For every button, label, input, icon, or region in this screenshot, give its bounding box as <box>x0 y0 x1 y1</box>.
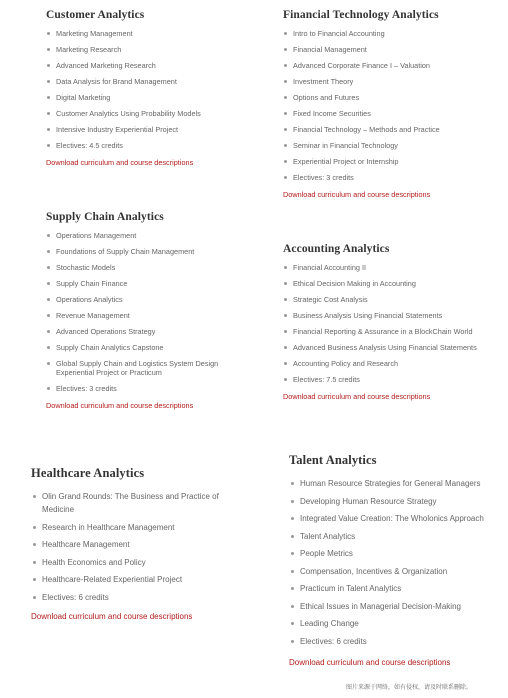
course-item: Operations Management <box>56 231 231 240</box>
course-item: Supply Chain Analytics Capstone <box>56 343 231 352</box>
section-title: Financial Technology Analytics <box>283 9 439 21</box>
course-item: People Metrics <box>300 547 499 560</box>
course-list <box>283 263 498 384</box>
course-item: Data Analysis for Brand Management <box>56 77 246 86</box>
download-curriculum-link[interactable]: Download curriculum and course descriptions <box>46 158 194 167</box>
course-item: Financial Management <box>293 45 493 54</box>
course-item: Options and Futures <box>293 93 493 102</box>
course-item: Healthcare-Related Experiential Project <box>42 573 236 586</box>
course-item: Marketing Management <box>56 29 246 38</box>
course-item: Customer Analytics Using Probability Models <box>56 109 246 118</box>
course-list <box>46 29 246 150</box>
course-item: Leading Change <box>300 617 499 630</box>
course-item: Integrated Value Creation: The Wholonics Approach <box>300 512 499 525</box>
talent-analytics-section <box>289 453 499 668</box>
course-item: Electives: 3 credits <box>293 173 493 182</box>
course-item: Ethical Issues in Managerial Decision-Making <box>300 600 499 613</box>
course-item: Operations Analytics <box>56 295 231 304</box>
course-item: Compensation, Incentives & Organization <box>300 565 499 578</box>
course-item: Strategic Cost Analysis <box>293 295 498 304</box>
download-curriculum-link[interactable]: Download curriculum and course descriptions <box>31 611 193 621</box>
course-item: Intro to Financial Accounting <box>293 29 493 38</box>
course-item: Ethical Decision Making in Accounting <box>293 279 498 288</box>
course-item: Investment Theory <box>293 77 493 86</box>
course-item: Electives: 6 credits <box>42 591 236 604</box>
course-item: Business Analysis Using Financial Statements <box>293 311 498 320</box>
course-item: Marketing Research <box>56 45 246 54</box>
watermark-text: 图片来源于网络，如有侵权，请及时联系删除。 <box>345 684 472 691</box>
course-item: Advanced Marketing Research <box>56 61 246 70</box>
course-item: Electives: 6 credits <box>300 635 499 648</box>
course-item: Olin Grand Rounds: The Business and Practice of Medicine <box>42 490 236 516</box>
course-item: Advanced Business Analysis Using Financial Statements <box>293 343 498 352</box>
course-item: Revenue Management <box>56 311 231 320</box>
course-item: Seminar in Financial Technology <box>293 141 493 150</box>
course-item: Digital Marketing <box>56 93 246 102</box>
download-curriculum-link[interactable]: Download curriculum and course descriptions <box>289 657 451 667</box>
course-item: Advanced Operations Strategy <box>56 327 231 336</box>
download-curriculum-link[interactable]: Download curriculum and course descriptions <box>46 401 194 410</box>
course-item: Developing Human Resource Strategy <box>300 495 499 508</box>
course-item: Stochastic Models <box>56 263 231 272</box>
section-title: Customer Analytics <box>46 9 145 21</box>
course-item: Advanced Corporate Finance I – Valuation <box>293 61 493 70</box>
course-list <box>289 477 499 648</box>
course-list <box>31 490 236 604</box>
course-item: Financial Reporting & Assurance in a BlockChain World <box>293 327 498 336</box>
course-item: Global Supply Chain and Logistics System Design Experiential Project or Practicum <box>56 359 231 377</box>
course-item: Electives: 4.5 credits <box>56 141 246 150</box>
fintech-analytics-section <box>283 8 493 199</box>
section-title: Supply Chain Analytics <box>46 211 164 223</box>
supply-chain-analytics-section <box>46 210 231 410</box>
section-title: Healthcare Analytics <box>31 466 145 480</box>
customer-analytics-section <box>46 8 246 167</box>
course-item: Practicum in Talent Analytics <box>300 582 499 595</box>
course-item: Intensive Industry Experiential Project <box>56 125 246 134</box>
accounting-analytics-section <box>283 242 498 401</box>
course-item: Financial Technology – Methods and Practice <box>293 125 493 134</box>
course-item: Healthcare Management <box>42 538 236 551</box>
course-item: Foundations of Supply Chain Management <box>56 247 231 256</box>
download-curriculum-link[interactable]: Download curriculum and course descriptions <box>283 392 431 401</box>
healthcare-analytics-section <box>31 466 236 622</box>
course-item: Experiential Project or Internship <box>293 157 493 166</box>
course-item: Electives: 7.5 credits <box>293 375 498 384</box>
course-item: Electives: 3 credits <box>56 384 231 393</box>
course-list <box>283 29 493 182</box>
course-item: Fixed Income Securities <box>293 109 493 118</box>
section-title: Talent Analytics <box>289 453 377 467</box>
course-item: Human Resource Strategies for General Managers <box>300 477 499 490</box>
course-item: Supply Chain Finance <box>56 279 231 288</box>
course-item: Health Economics and Policy <box>42 556 236 569</box>
download-curriculum-link[interactable]: Download curriculum and course descriptions <box>283 190 431 199</box>
course-item: Research in Healthcare Management <box>42 521 236 534</box>
section-title: Accounting Analytics <box>283 243 390 255</box>
course-item: Accounting Policy and Research <box>293 359 498 368</box>
course-item: Talent Analytics <box>300 530 499 543</box>
course-list <box>46 231 231 393</box>
course-item: Financial Accounting II <box>293 263 498 272</box>
